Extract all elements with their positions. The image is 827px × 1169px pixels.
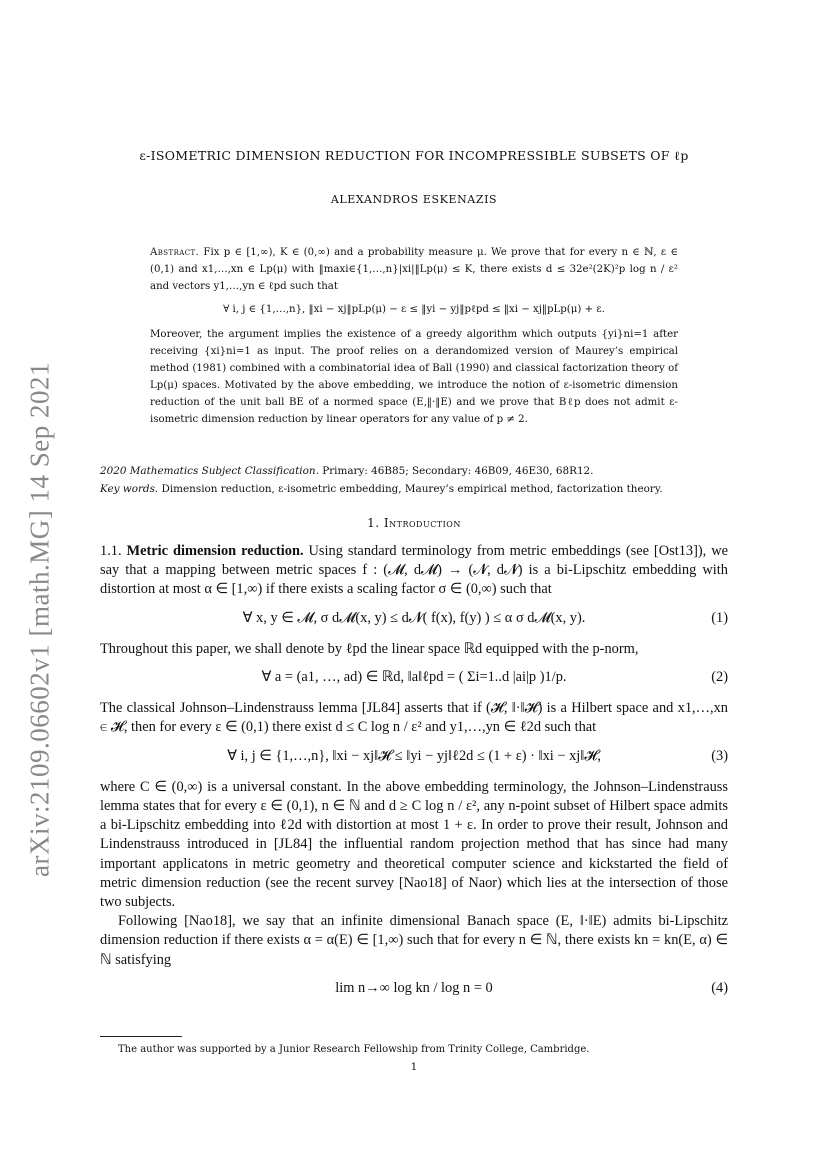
abstract-text: Fix p ∈ [1,∞), K ∈ (0,∞) and a probability measure μ. We prove that for every n ∈ ℕ, ε ∈ (0,1) and x1,…,xn ∈ Lp(μ) with ‖maxi∈{1,…,n}|xi|‖Lp(μ) ≤ K, there exists d ≤ 32e²(2K)²p log n / ε² and vectors y1,…,yn ∈ ℓpd such that: [150, 247, 678, 292]
equation-number: (2): [711, 669, 728, 686]
page-number: 1: [410, 1061, 418, 1073]
paper-author: ALEXANDROS ESKENAZIS: [330, 193, 498, 206]
equation-4: [100, 979, 728, 998]
msc-value: Primary: 46B85; Secondary: 46B09, 46E30, 68R12.: [322, 465, 594, 477]
abstract-label: Abstract.: [150, 247, 200, 258]
paper-title: ε-ISOMETRIC DIMENSION REDUCTION FOR INCOMPRESSIBLE SUBSETS OF ℓp: [139, 148, 689, 163]
section-body: [100, 542, 728, 1010]
equation-3: [100, 747, 728, 766]
equation-number: (1): [711, 609, 728, 626]
footnote-rule: [100, 1036, 182, 1037]
keywords-value: Dimension reduction, ε-isometric embedding, Maurey’s empirical method, factorization theory.: [161, 483, 663, 495]
paragraph: Throughout this paper, we shall denote by ℓpd the linear space ℝd equipped with the p-norm,: [100, 640, 639, 657]
paper-metadata: [100, 462, 728, 498]
msc-line: [100, 462, 728, 480]
keywords-line: [100, 480, 728, 498]
keywords-label: Key words.: [100, 483, 159, 495]
paragraph: [100, 542, 728, 600]
abstract: [150, 244, 678, 428]
section-title: 1. Introduction: [367, 516, 461, 530]
footnote: The author was supported by a Junior Research Fellowship from Trinity College, Cambridge.: [118, 1044, 590, 1055]
abstract-equation: ∀ i, j ∈ {1,…,n}, ‖xi − xj‖pLp(μ) − ε ≤ ‖yi − yj‖pℓpd ≤ ‖xi − xj‖pLp(μ) + ε.: [223, 304, 605, 315]
equation-body: ∀ x, y ∈ 𝓜, σ d𝓜(x, y) ≤ d𝓝( f(x), f(y) ) ≤ α σ d𝓜(x, y).: [242, 609, 586, 626]
subsection-number: 1.1.: [100, 543, 122, 559]
abstract-rest: Moreover, the argument implies the existence of a greedy algorithm which outputs {yi}ni=1 after receiving {xi}ni=1 as input. The proof relies on a derandomized version of Maurey’s empirical method (1981) combined with a combinatorial idea of Ball (1990) and classical factorization theory of Lp(μ) spaces. Motivated by the above embedding, we introduce the notion of ε-isometric dimension reduction of the unit ball BE of a normed space (E,‖·‖E) and we prove that Bℓp does not admit ε-isometric dimension reduction by linear operators for any value of p ≠ 2.: [150, 329, 678, 425]
paragraph: The classical Johnson–Lindenstrauss lemma [JL84] asserts that if (𝓗, ‖·‖𝓗) is a Hilbert space and x1,…,xn ∈ 𝓗, then for every ε ∈ (0,1) there exist d ≤ C log n / ε² and y1,…,yn ∈ ℓ2d such that: [100, 700, 729, 736]
msc-label: 2020 Mathematics Subject Classification.: [100, 465, 319, 477]
paragraph: where C ∈ (0,∞) is a universal constant. In the above embedding terminology, the Johnson–Lindenstrauss lemma states that for every ε ∈ (0,1), n ∈ ℕ and d ≥ C log n / ε², any n-point subset of Hilbert space admits a bi-Lipschitz embedding into ℓ2d with distortion at most 1 + ε. In order to prove their result, Johnson and Lindenstrauss introduced in [JL84] the influential random projection method that has since had many important applicatons in metric geometry and theoretical computer science and kickstarted the field of metric dimension reduction (see the recent survey [Nao18] of Naor) which lies at the intersection of those two subjects.: [100, 778, 728, 911]
paragraph-text: Using standard terminology from metric embeddings (see [Ost13]), we say that a mapping between metric spaces f : (𝓜, d𝓜) → (𝓝, d𝓝) is a bi-Lipschitz embedding with distortion at most α ∈ [1,∞) if there exists a scaling factor σ ∈ (0,∞) such that: [100, 543, 728, 598]
equation-body: ∀ a = (a1, …, ad) ∈ ℝd, ‖a‖ℓpd = ( Σi=1..d |ai|p )1/p.: [261, 669, 567, 686]
arxiv-identifier: arXiv:2109.06602v1 [math.MG] 14 Sep 2021: [24, 362, 55, 878]
subsection-title: Metric dimension reduction.: [126, 543, 304, 559]
equation-body: ∀ i, j ∈ {1,…,n}, ‖xi − xj‖𝓗 ≤ ‖yi − yj‖ℓ2d ≤ (1 + ε) · ‖xi − xj‖𝓗,: [227, 747, 601, 764]
equation-number: (3): [711, 747, 728, 764]
equation-1: [100, 609, 728, 628]
equation-2: [100, 668, 728, 687]
equation-number: (4): [711, 979, 728, 996]
equation-body: lim n→∞ log kn / log n = 0: [335, 979, 493, 996]
paragraph: Following [Nao18], we say that an infinite dimensional Banach space (E, ‖·‖E) admits bi-Lipschitz dimension reduction if there exists α = α(E) ∈ [1,∞) such that for every n ∈ ℕ, there exists kn = kn(E, α) ∈ ℕ satisfying: [100, 913, 728, 968]
